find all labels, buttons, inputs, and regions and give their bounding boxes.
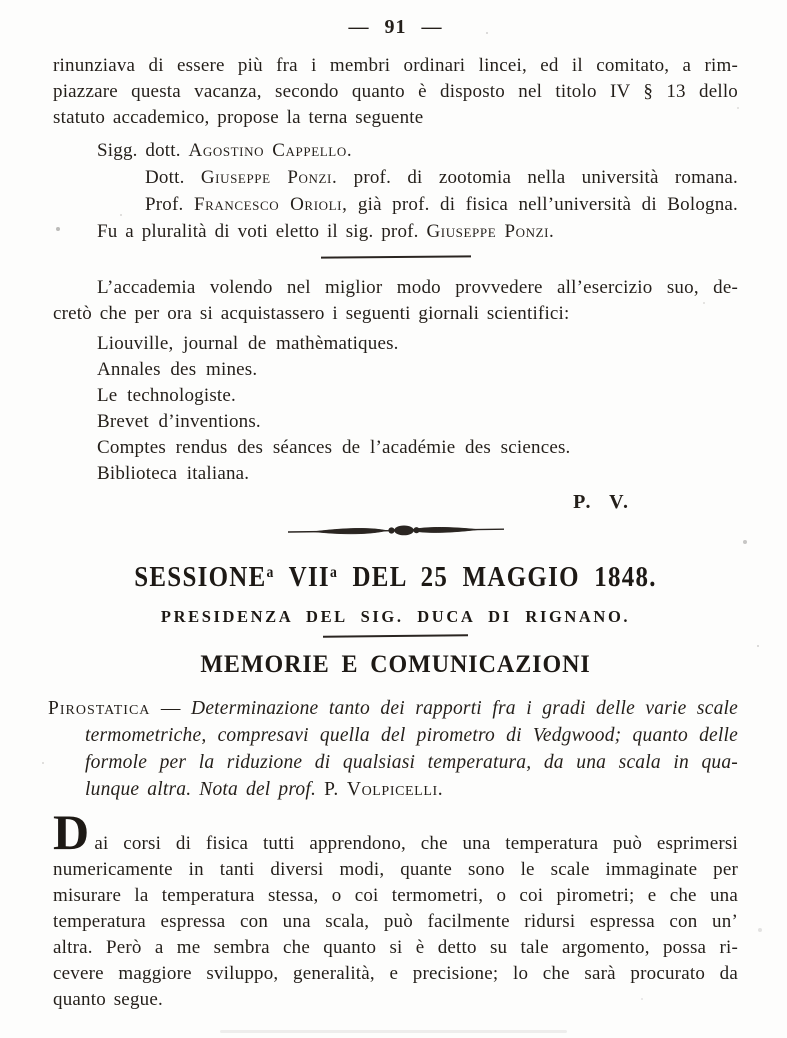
memoir-text: Determinazione tanto dei rapporti fra i gradi delle varie scale (191, 698, 738, 719)
paragraph-committee (53, 53, 738, 131)
text-after-dropcap: ai corsi di fisica tutti apprendono, che una temperatura può esprimersi (94, 833, 738, 854)
memoir-text: formole per la riduzione di qualsiasi temperatura, da una scala in qua- (85, 752, 738, 773)
session-title-date: DEL 25 MAGGIO 1848. (338, 561, 657, 593)
text-line: statuto accademico, propose la terna seguente (53, 107, 424, 128)
text-line: piazzare questa vacanza, secondo quanto è disposto nel titolo IV § 13 dello (53, 81, 738, 102)
person-name: Giuseppe Ponzi. (200, 167, 338, 188)
memoir-dash: — (150, 698, 192, 719)
drop-cap: D (53, 804, 90, 860)
terna-suffix: già prof. di fisica nell’università di Bologna. (347, 194, 739, 215)
journal-item: Comptes rendus des séances de l’académie des sciences. (97, 437, 571, 458)
secretary-initials: P. V. (573, 491, 630, 513)
terna-prefix: Prof. (145, 194, 194, 215)
terna-item (53, 137, 738, 164)
memoir-title-paragraph (48, 695, 738, 803)
session-title-word: SESSIONE (134, 561, 267, 593)
terna-suffix: prof. di zootomia nella università romana. (337, 167, 739, 188)
text-line: quanto segue. (53, 989, 163, 1010)
text-line: temperatura espressa con una scala, può facilmente ridursi espressa con un’ (53, 911, 738, 932)
session-title (101, 560, 690, 594)
text-line (53, 804, 738, 860)
memoir-text: termometriche, compresavi quella del pirometro di Vedgwood; quanto delle (85, 725, 738, 746)
terna-list (53, 137, 738, 245)
terna-prefix: Dott. (145, 167, 201, 188)
journal-item: Le technologiste. (97, 385, 236, 406)
text-line: numericamente in tanti diversi modi, quante sono le scale immaginate per (53, 859, 738, 880)
memoir-author: P. Volpicelli. (324, 779, 444, 800)
horizontal-rule (320, 255, 470, 258)
scan-noise-specks (0, 0, 2, 2)
section-heading: MEMORIE E COMUNICAZIONI (200, 651, 591, 678)
journal-item: Annales des mines. (97, 359, 258, 380)
memoir-line (48, 722, 738, 749)
journal-item: Brevet d’inventions. (97, 411, 261, 432)
presidency-line: PRESIDENZA DEL SIG. DUCA DI RIGNANO. (160, 607, 631, 626)
text-line: cretò che per ora si acquistassero i seguenti giornali scientifici: (53, 303, 570, 324)
person-name: Giuseppe Ponzi. (426, 221, 555, 242)
ornament-divider-icon (287, 522, 505, 540)
session-title-numeral: VII (274, 561, 330, 593)
session-title-superscript: a (329, 564, 339, 581)
paragraph-decree (53, 275, 738, 327)
text-line: cevere maggiore sviluppo, generalità, e precisione; lo che sarà procurato da (53, 963, 738, 984)
text-line: L’accademia volendo nel miglior modo provvedere all’esercizio suo, de- (97, 277, 738, 298)
election-text: Fu a pluralità di voti eletto il sig. prof. (97, 221, 427, 242)
memoir-line (48, 695, 738, 722)
text-line: altra. Però a me sembra che quanto si è detto su tale argomento, possa ri- (53, 937, 738, 958)
paragraph-body (53, 804, 738, 1013)
memoir-text: lunque altra. Nota del prof. (85, 779, 325, 800)
person-name: Agostino Cappello. (188, 140, 353, 161)
horizontal-rule (323, 634, 468, 638)
memoir-line (48, 776, 738, 803)
terna-item (53, 164, 738, 191)
scan-edge-smudge (220, 1030, 566, 1033)
journal-item: Liouville, journal de mathèmatiques. (97, 333, 399, 354)
election-result-line (53, 218, 738, 245)
text-line: misurare la temperatura stessa, o coi termometri, o coi pirometri; e che una (53, 885, 738, 906)
text-line: rinunziava di essere più fra i membri ordinari lincei, ed il comitato, a rim- (53, 55, 738, 76)
terna-prefix: Sigg. dott. (97, 140, 189, 161)
session-title-superscript: a (266, 564, 275, 581)
journal-item: Biblioteca italiana. (97, 463, 250, 484)
memoir-topic: Pirostatica (48, 698, 151, 719)
person-name: Francesco Orioli, (193, 194, 348, 215)
page-number: — 91 — (348, 16, 443, 38)
memoir-line (48, 749, 738, 776)
terna-item (53, 191, 738, 218)
journal-list (53, 331, 738, 487)
